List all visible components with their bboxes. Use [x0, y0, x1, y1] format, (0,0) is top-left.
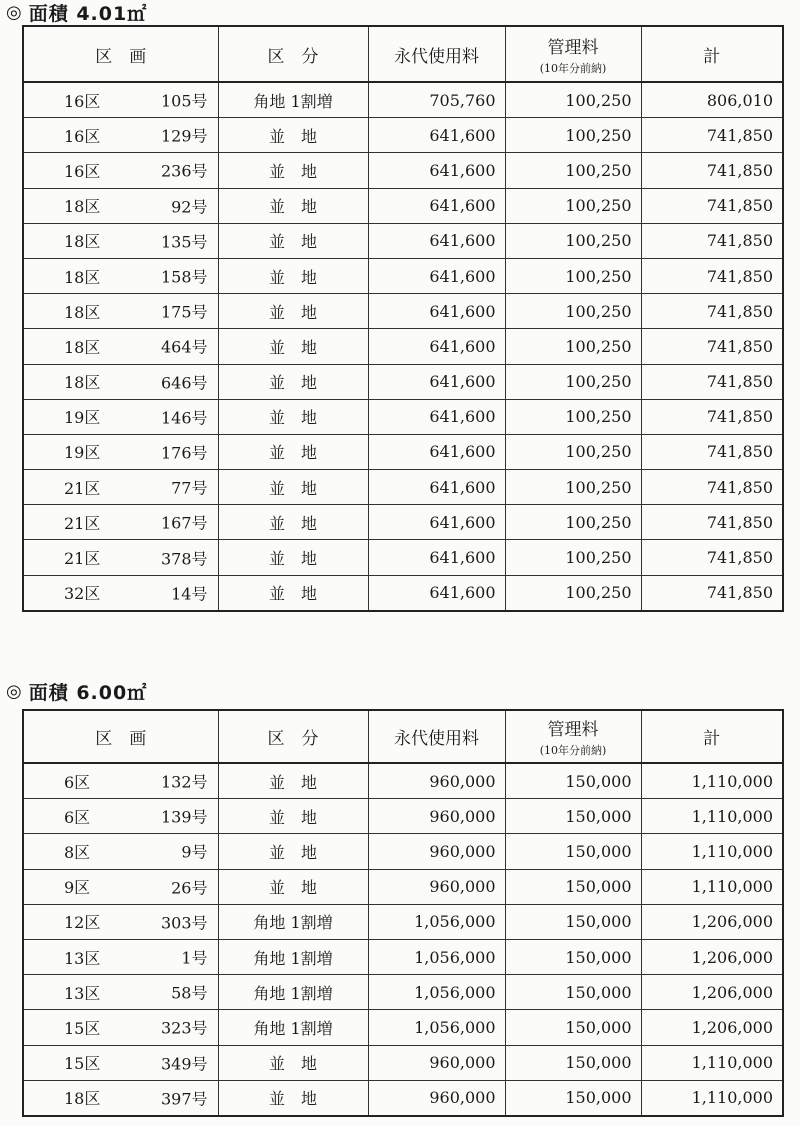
- table-row: [23, 258, 783, 293]
- header-kukaku: 区 画: [23, 26, 218, 82]
- total-cell: 1,206,000: [641, 904, 783, 939]
- kanri-cell: 100,250: [505, 258, 641, 293]
- table-row: [23, 975, 783, 1010]
- kukaku-cell: [23, 540, 218, 575]
- kubun-cell: 並 地: [218, 329, 368, 364]
- kukaku-cell: [23, 294, 218, 329]
- kubun-cell: 並 地: [218, 575, 368, 611]
- go-number: 646号: [160, 373, 208, 393]
- go-number: 146号: [160, 408, 208, 428]
- kukaku-cell: [23, 869, 218, 904]
- table-row: [23, 399, 783, 434]
- fee-table: [22, 709, 784, 1117]
- eitai-cell: 641,600: [368, 329, 505, 364]
- kukaku-cell: [23, 434, 218, 469]
- kubun-cell: 並 地: [218, 763, 368, 799]
- go-number: 132号: [160, 772, 208, 792]
- kanri-cell: 100,250: [505, 575, 641, 611]
- go-number: 175号: [160, 302, 208, 322]
- table-row: [23, 505, 783, 540]
- section-heading: 面積 4.01㎡: [28, 2, 148, 25]
- eitai-cell: 641,600: [368, 399, 505, 434]
- go-number: 464号: [160, 337, 208, 357]
- total-cell: 741,850: [641, 329, 783, 364]
- table-row: [23, 188, 783, 223]
- ku-number: 19区: [64, 408, 101, 428]
- go-number: 26号: [171, 878, 208, 898]
- total-cell: 741,850: [641, 364, 783, 399]
- total-cell: 741,850: [641, 258, 783, 293]
- total-cell: 741,850: [641, 505, 783, 540]
- go-number: 378号: [160, 549, 208, 569]
- table-row: [23, 540, 783, 575]
- kukaku-cell: [23, 82, 218, 118]
- kanri-cell: 100,250: [505, 118, 641, 153]
- table-row: [23, 904, 783, 939]
- kukaku-cell: [23, 834, 218, 869]
- ku-number: 18区: [64, 1089, 101, 1109]
- table-row: [23, 118, 783, 153]
- ku-number: 16区: [64, 91, 101, 111]
- total-cell: 741,850: [641, 434, 783, 469]
- table-row: [23, 294, 783, 329]
- eitai-cell: 1,056,000: [368, 904, 505, 939]
- total-cell: 741,850: [641, 223, 783, 258]
- eitai-cell: 960,000: [368, 1080, 505, 1116]
- kubun-cell: 角地 1割増: [218, 904, 368, 939]
- eitai-cell: 960,000: [368, 799, 505, 834]
- go-number: 1号: [181, 948, 208, 968]
- table-row: [23, 1010, 783, 1045]
- total-cell: 741,850: [641, 188, 783, 223]
- kanri-cell: 100,250: [505, 329, 641, 364]
- kukaku-cell: [23, 223, 218, 258]
- ku-number: 18区: [64, 197, 101, 217]
- kubun-cell: 並 地: [218, 118, 368, 153]
- ku-number: 15区: [64, 1018, 101, 1038]
- ku-number: 18区: [64, 337, 101, 357]
- table-row: [23, 763, 783, 799]
- kanri-cell: 100,250: [505, 82, 641, 118]
- kubun-cell: 並 地: [218, 223, 368, 258]
- eitai-cell: 641,600: [368, 470, 505, 505]
- kukaku-cell: [23, 799, 218, 834]
- kukaku-cell: [23, 399, 218, 434]
- total-cell: 1,110,000: [641, 1080, 783, 1116]
- go-number: 397号: [160, 1089, 208, 1109]
- kanri-cell: 100,250: [505, 294, 641, 329]
- ku-number: 9区: [64, 878, 91, 898]
- go-number: 58号: [171, 983, 208, 1003]
- eitai-cell: 641,600: [368, 188, 505, 223]
- total-cell: 1,110,000: [641, 834, 783, 869]
- kanri-cell: 150,000: [505, 799, 641, 834]
- total-cell: 741,850: [641, 153, 783, 188]
- go-number: 77号: [171, 478, 208, 498]
- ku-number: 13区: [64, 948, 101, 968]
- eitai-cell: 960,000: [368, 869, 505, 904]
- header-kanri: [505, 710, 641, 763]
- kubun-cell: 並 地: [218, 153, 368, 188]
- eitai-cell: 641,600: [368, 434, 505, 469]
- total-cell: 1,206,000: [641, 975, 783, 1010]
- section-heading: 面積 6.00㎡: [28, 681, 148, 704]
- total-cell: 741,850: [641, 399, 783, 434]
- kukaku-cell: [23, 188, 218, 223]
- kubun-cell: 角地 1割増: [218, 975, 368, 1010]
- kubun-cell: 並 地: [218, 1045, 368, 1080]
- kubun-cell: 並 地: [218, 294, 368, 329]
- ku-number: 21区: [64, 478, 101, 498]
- kukaku-cell: [23, 153, 218, 188]
- double-circle-icon: ◎: [6, 680, 23, 702]
- total-cell: 741,850: [641, 540, 783, 575]
- kubun-cell: 並 地: [218, 799, 368, 834]
- ku-number: 13区: [64, 983, 101, 1003]
- kukaku-cell: [23, 364, 218, 399]
- ku-number: 6区: [64, 807, 91, 827]
- kukaku-cell: [23, 1080, 218, 1116]
- kukaku-cell: [23, 470, 218, 505]
- kanri-cell: 100,250: [505, 399, 641, 434]
- table-row: [23, 364, 783, 399]
- total-cell: 741,850: [641, 294, 783, 329]
- eitai-cell: 641,600: [368, 223, 505, 258]
- header-kanri-sub: (10年分前納): [539, 744, 607, 757]
- header-kubun: 区 分: [218, 26, 368, 82]
- go-number: 323号: [160, 1018, 208, 1038]
- table-row: [23, 1080, 783, 1116]
- header-kanri-label: 管理料: [547, 720, 599, 740]
- eitai-cell: 960,000: [368, 1045, 505, 1080]
- go-number: 139号: [160, 807, 208, 827]
- fee-table: [22, 25, 784, 612]
- eitai-cell: 641,600: [368, 258, 505, 293]
- table-row: [23, 153, 783, 188]
- total-cell: 1,206,000: [641, 939, 783, 974]
- ku-number: 32区: [64, 584, 101, 604]
- kubun-cell: 並 地: [218, 869, 368, 904]
- kubun-cell: 並 地: [218, 834, 368, 869]
- go-number: 158号: [160, 267, 208, 287]
- kanri-cell: 150,000: [505, 939, 641, 974]
- kanri-cell: 100,250: [505, 505, 641, 540]
- kubun-cell: 並 地: [218, 540, 368, 575]
- kukaku-cell: [23, 258, 218, 293]
- kanri-cell: 150,000: [505, 904, 641, 939]
- eitai-cell: 960,000: [368, 763, 505, 799]
- table-row: [23, 869, 783, 904]
- go-number: 92号: [171, 197, 208, 217]
- kanri-cell: 150,000: [505, 869, 641, 904]
- go-number: 105号: [160, 91, 208, 111]
- total-cell: 741,850: [641, 470, 783, 505]
- kukaku-cell: [23, 329, 218, 364]
- header-total: 計: [641, 26, 783, 82]
- header-kanri-label: 管理料: [547, 37, 599, 58]
- table-row: [23, 329, 783, 364]
- kanri-cell: 100,250: [505, 188, 641, 223]
- table-row: [23, 799, 783, 834]
- kubun-cell: 並 地: [218, 188, 368, 223]
- header-total: 計: [641, 710, 783, 763]
- kukaku-cell: [23, 575, 218, 611]
- total-cell: 1,110,000: [641, 799, 783, 834]
- section-title: [6, 0, 147, 24]
- header-kukaku: 区 画: [23, 710, 218, 763]
- total-cell: 1,110,000: [641, 869, 783, 904]
- eitai-cell: 641,600: [368, 540, 505, 575]
- header-kubun: 区 分: [218, 710, 368, 763]
- kanri-cell: 150,000: [505, 975, 641, 1010]
- kanri-cell: 100,250: [505, 434, 641, 469]
- go-number: 167号: [160, 513, 208, 533]
- eitai-cell: 705,760: [368, 82, 505, 118]
- kukaku-cell: [23, 904, 218, 939]
- kubun-cell: 角地 1割増: [218, 939, 368, 974]
- total-cell: 741,850: [641, 118, 783, 153]
- header-eitai: 永代使用料: [368, 26, 505, 82]
- total-cell: 806,010: [641, 82, 783, 118]
- eitai-cell: 641,600: [368, 153, 505, 188]
- go-number: 129号: [160, 126, 208, 146]
- go-number: 9号: [181, 842, 208, 862]
- ku-number: 21区: [64, 549, 101, 569]
- ku-number: 8区: [64, 842, 91, 862]
- go-number: 349号: [160, 1054, 208, 1074]
- kubun-cell: 角地 1割増: [218, 1010, 368, 1045]
- eitai-cell: 641,600: [368, 575, 505, 611]
- kubun-cell: 並 地: [218, 1080, 368, 1116]
- kanri-cell: 150,000: [505, 1010, 641, 1045]
- kukaku-cell: [23, 505, 218, 540]
- go-number: 176号: [160, 443, 208, 463]
- header-row: [23, 710, 783, 763]
- ku-number: 12区: [64, 913, 101, 933]
- table-row: [23, 82, 783, 118]
- ku-number: 18区: [64, 267, 101, 287]
- eitai-cell: 960,000: [368, 834, 505, 869]
- kukaku-cell: [23, 939, 218, 974]
- kanri-cell: 150,000: [505, 834, 641, 869]
- header-kanri-sub: (10年分前納): [539, 61, 607, 75]
- kukaku-cell: [23, 1010, 218, 1045]
- kanri-cell: 100,250: [505, 153, 641, 188]
- table-row: [23, 1045, 783, 1080]
- total-cell: 741,850: [641, 575, 783, 611]
- ku-number: 15区: [64, 1054, 101, 1074]
- kanri-cell: 150,000: [505, 1045, 641, 1080]
- section-title: [6, 679, 147, 703]
- table-row: [23, 434, 783, 469]
- table-row: [23, 834, 783, 869]
- header-row: [23, 26, 783, 82]
- kanri-cell: 150,000: [505, 1080, 641, 1116]
- kubun-cell: 角地 1割増: [218, 82, 368, 118]
- kukaku-cell: [23, 975, 218, 1010]
- ku-number: 21区: [64, 513, 101, 533]
- eitai-cell: 1,056,000: [368, 975, 505, 1010]
- ku-number: 18区: [64, 232, 101, 252]
- kanri-cell: 150,000: [505, 763, 641, 799]
- kubun-cell: 並 地: [218, 470, 368, 505]
- ku-number: 18区: [64, 373, 101, 393]
- kanri-cell: 100,250: [505, 470, 641, 505]
- kukaku-cell: [23, 1045, 218, 1080]
- go-number: 236号: [160, 161, 208, 181]
- go-number: 303号: [160, 913, 208, 933]
- eitai-cell: 1,056,000: [368, 939, 505, 974]
- go-number: 135号: [160, 232, 208, 252]
- header-kanri: [505, 26, 641, 82]
- eitai-cell: 641,600: [368, 364, 505, 399]
- ku-number: 16区: [64, 161, 101, 181]
- kanri-cell: 100,250: [505, 223, 641, 258]
- table-row: [23, 575, 783, 611]
- table-row: [23, 470, 783, 505]
- kukaku-cell: [23, 763, 218, 799]
- kubun-cell: 並 地: [218, 258, 368, 293]
- eitai-cell: 641,600: [368, 294, 505, 329]
- total-cell: 1,206,000: [641, 1010, 783, 1045]
- eitai-cell: 1,056,000: [368, 1010, 505, 1045]
- total-cell: 1,110,000: [641, 763, 783, 799]
- ku-number: 6区: [64, 772, 91, 792]
- kubun-cell: 並 地: [218, 434, 368, 469]
- kubun-cell: 並 地: [218, 505, 368, 540]
- kubun-cell: 並 地: [218, 399, 368, 434]
- eitai-cell: 641,600: [368, 505, 505, 540]
- total-cell: 1,110,000: [641, 1045, 783, 1080]
- kanri-cell: 100,250: [505, 540, 641, 575]
- ku-number: 19区: [64, 443, 101, 463]
- go-number: 14号: [171, 584, 208, 604]
- kukaku-cell: [23, 118, 218, 153]
- kubun-cell: 並 地: [218, 364, 368, 399]
- header-eitai: 永代使用料: [368, 710, 505, 763]
- ku-number: 18区: [64, 302, 101, 322]
- ku-number: 16区: [64, 126, 101, 146]
- table-row: [23, 223, 783, 258]
- eitai-cell: 641,600: [368, 118, 505, 153]
- double-circle-icon: ◎: [6, 1, 23, 23]
- table-row: [23, 939, 783, 974]
- kanri-cell: 100,250: [505, 364, 641, 399]
